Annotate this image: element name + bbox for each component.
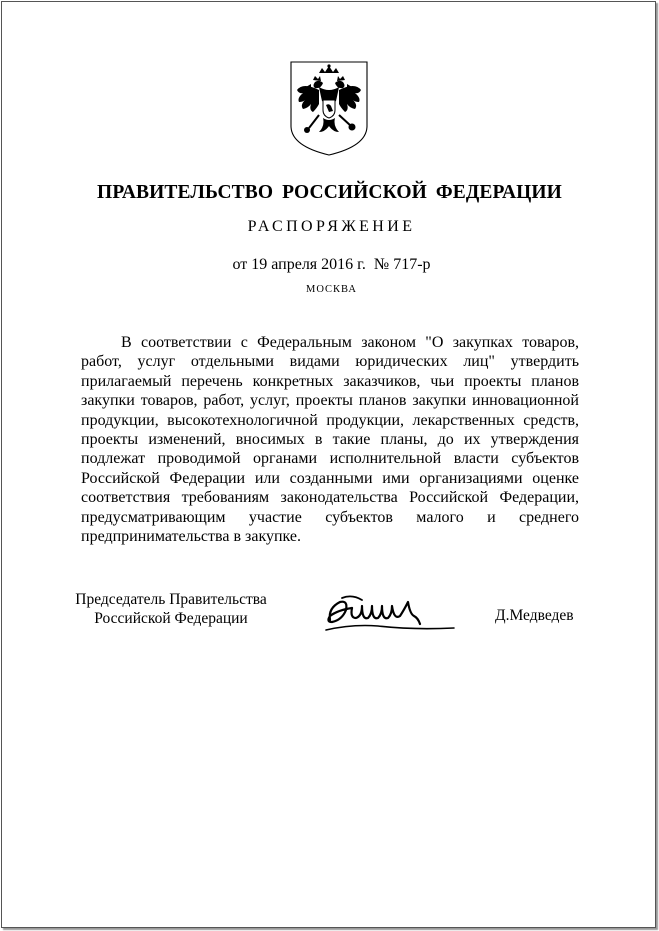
signer-position-line-1: Председатель Правительства [75,591,267,608]
handwritten-signature [322,590,462,638]
signer-position [66,590,276,628]
document-body-text: В соответствии с Федеральным законом "О закупках товаров, работ, услуг отдельными видами юридических лиц" утвердить прилагаемый перечень конкретных заказчиков, чьи проекты планов закупки товаров, работ, услуг, проекты планов закупки инновационной продукции, высокотехнологичной продукции, лекарственных средств, проекты изменений, вносимых в такие планы, до их утверждения подлежат проводимой органами исполнительной власти субъектов Российской Федерации или созданными ими организациями оценке соответствия требованиям законодательства Российской Федерации, предусматривающим участие субъектов малого и среднего предпринимательства в закупке. [81,334,579,546]
document-authority-title: ПРАВИТЕЛЬСТВО РОССИЙСКОЙ ФЕДЕРАЦИИ [97,182,562,203]
signer-name: Д.Медведев [495,607,574,624]
document-type: РАСПОРЯЖЕНИЕ [247,218,416,235]
document-city: МОСКВА [306,284,357,295]
coat-of-arms-icon [289,60,369,156]
document-date-number: от 19 апреля 2016 г. № 717-р [232,256,431,273]
signer-position-line-2: Российской Федерации [94,610,248,627]
